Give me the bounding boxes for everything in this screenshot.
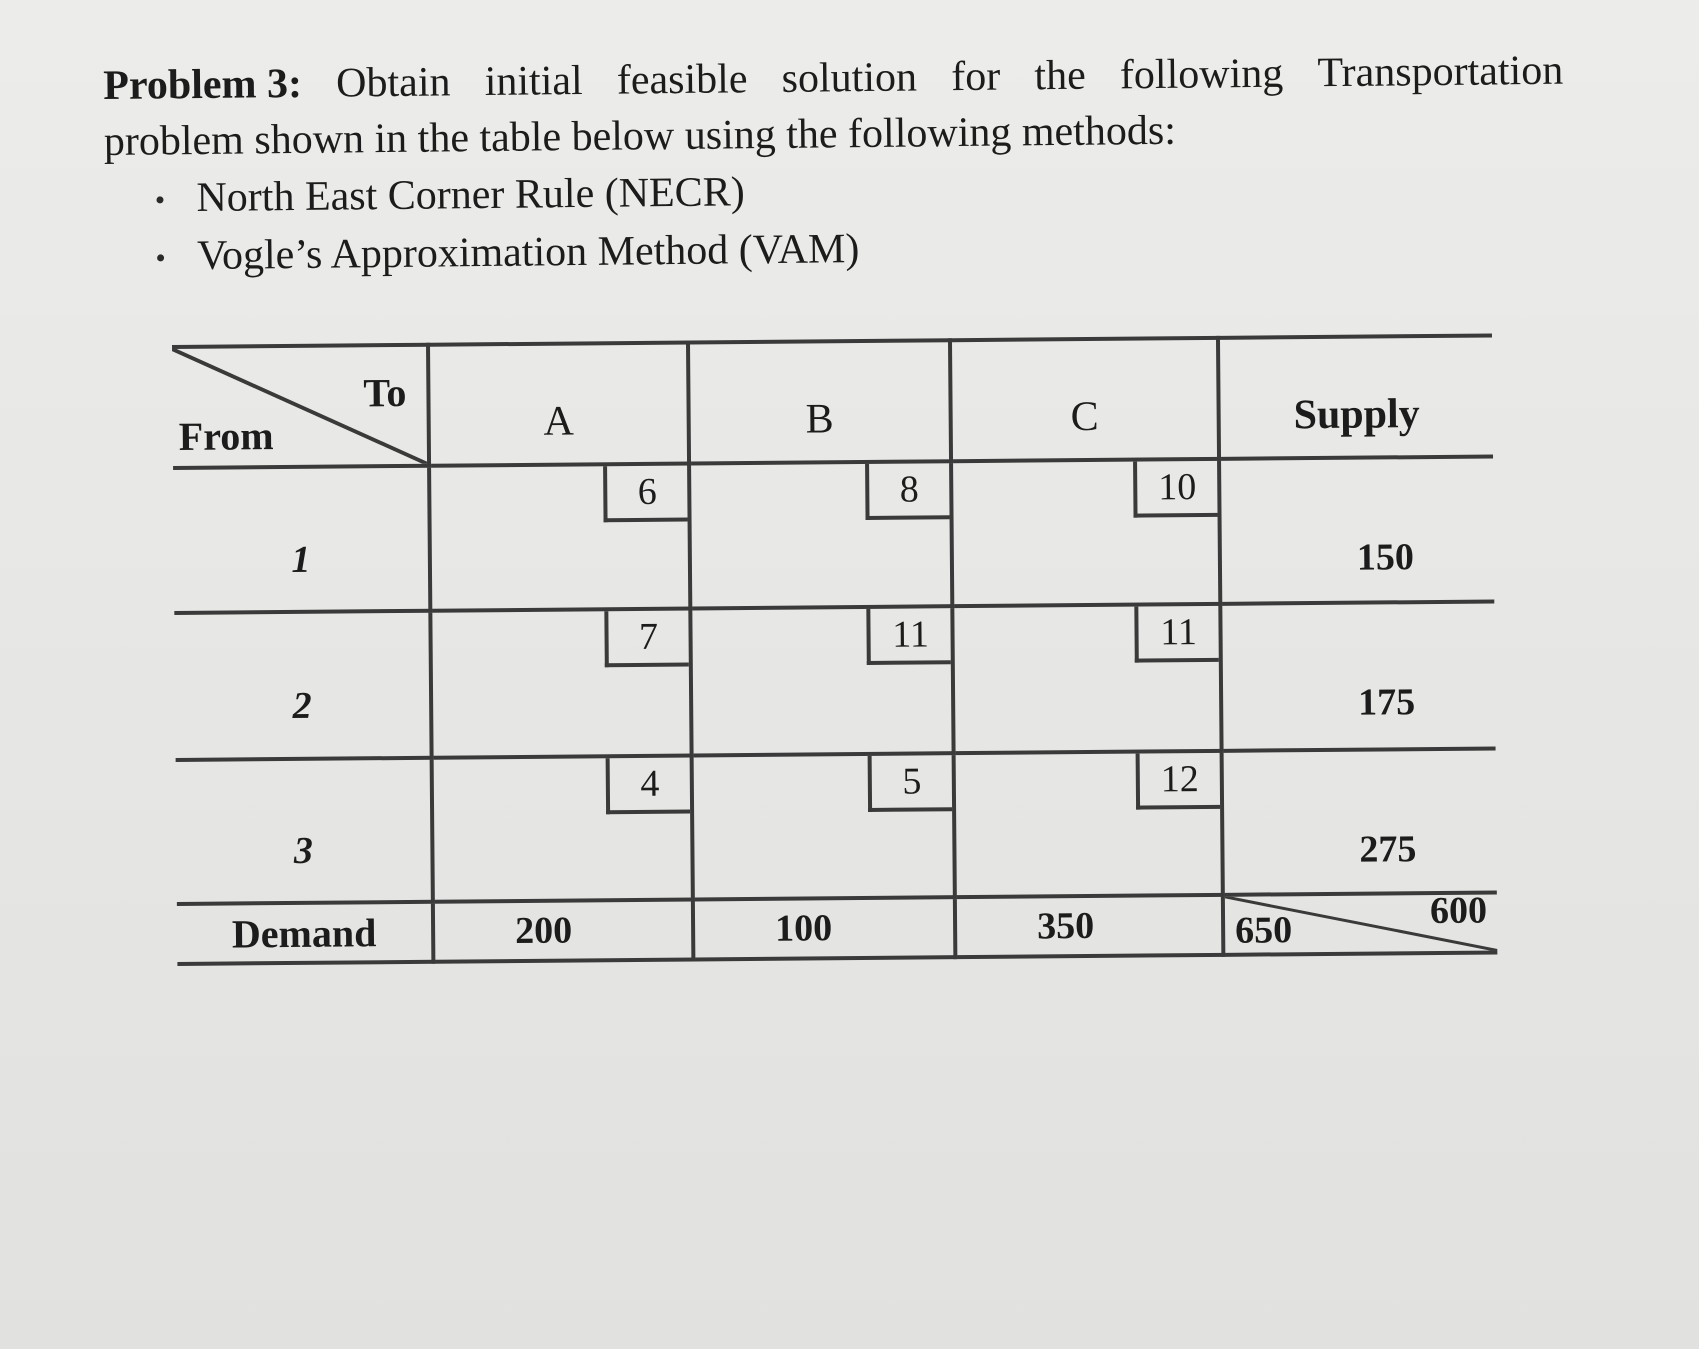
total-demand: 650 (1234, 909, 1293, 952)
cell-3c (956, 753, 1225, 899)
methods-list (104, 155, 1565, 286)
demand-c: 350 (957, 897, 1226, 959)
corner-from-label: From (178, 413, 274, 459)
word: feasible (616, 56, 748, 104)
cost-box: 8 (865, 463, 949, 520)
problem-line-2: problem shown in the table below using the following methods: (103, 107, 1177, 165)
cost-box: 6 (603, 466, 687, 523)
cell-2b (692, 608, 955, 757)
supply-value: 275 (1359, 828, 1417, 871)
totals-cell (1225, 889, 1498, 956)
cell-2a (432, 610, 693, 759)
cell-3b (694, 755, 957, 901)
demand-a: 200 (435, 901, 696, 963)
supply-cell-2 (1222, 603, 1495, 752)
cost-box: 5 (868, 755, 952, 812)
column-header-a: A (430, 340, 691, 467)
cell-3a (434, 757, 695, 903)
total-supply: 600 (1429, 889, 1488, 933)
demand-b: 100 (695, 899, 958, 961)
word: the (1034, 52, 1086, 100)
word: following (1119, 50, 1284, 99)
cell-2c (954, 606, 1223, 755)
cell-1a (431, 465, 692, 612)
word: solution (781, 54, 918, 102)
supply-cell-3 (1224, 750, 1497, 896)
cost-box: 11 (1134, 606, 1218, 663)
cost-box: 7 (604, 611, 688, 668)
row-label-3: 3 (176, 760, 435, 906)
word: Obtain (335, 59, 451, 107)
cost-box: 11 (866, 608, 950, 665)
supply-header: Supply (1220, 333, 1493, 460)
cost-box: 4 (606, 757, 690, 814)
cell-1c (953, 461, 1222, 608)
row-label-2: 2 (174, 613, 433, 762)
method-necr: North East Corner Rule (NECR) (196, 155, 1565, 227)
row-label-1: 1 (173, 468, 432, 615)
word: Transportation (1317, 47, 1564, 97)
corner-cell (172, 343, 431, 470)
column-header-b: B (690, 338, 953, 465)
word: initial (484, 57, 583, 106)
supply-cell-1 (1221, 458, 1494, 605)
supply-value: 150 (1356, 536, 1415, 579)
problem-statement (103, 43, 1565, 286)
corner-to-label: To (363, 369, 407, 416)
cost-box: 12 (1136, 753, 1220, 810)
transportation-table (172, 333, 1497, 964)
supply-value: 175 (1357, 681, 1416, 724)
word: for (950, 53, 1001, 101)
method-vam: Vogle’s Approximation Method (VAM) (197, 213, 1566, 285)
column-header-c: C (952, 336, 1221, 463)
demand-label: Demand (177, 904, 436, 966)
cost-box: 10 (1133, 461, 1217, 518)
problem-label: Problem 3: (103, 60, 303, 109)
cell-1b (691, 463, 954, 610)
